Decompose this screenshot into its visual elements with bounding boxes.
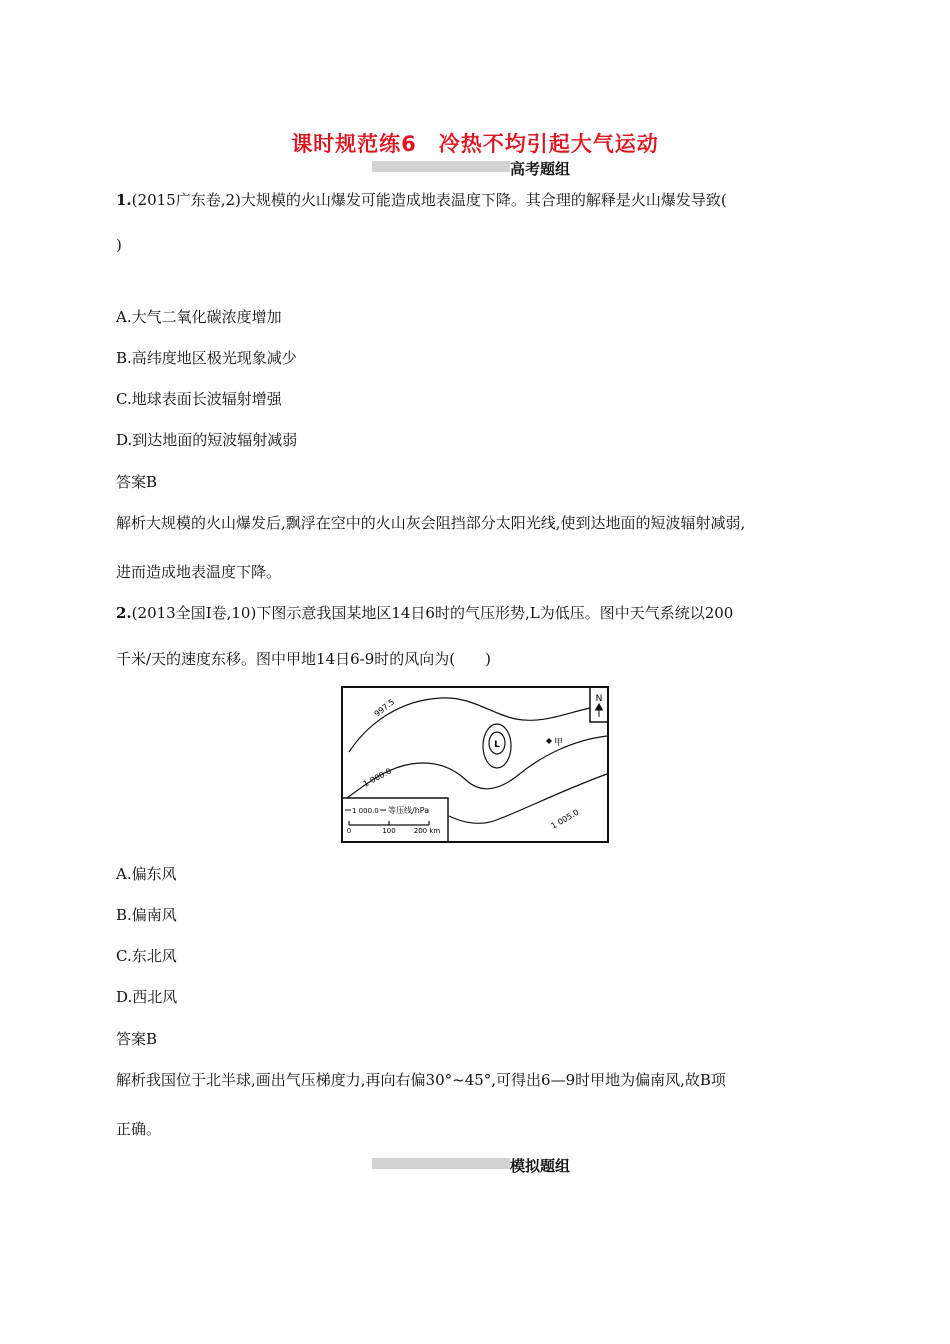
q2-option-d: D.西北风 bbox=[116, 988, 178, 1006]
place-label: 甲 bbox=[554, 738, 564, 748]
q1-answer: 答案B bbox=[116, 473, 158, 491]
q1-option-b: B.高纬度地区极光现象减少 bbox=[116, 349, 297, 367]
isobar-map-figure bbox=[341, 686, 609, 843]
isobar-label-997-5: 997.5 bbox=[372, 697, 397, 719]
scale-label-0: 0 bbox=[346, 827, 352, 835]
q2-stem-line2: 千米/天的速度东移。图中甲地14日6-9时的风向为( ) bbox=[116, 650, 492, 668]
isobar-map bbox=[341, 686, 609, 843]
page-title: 课时规范练6 冷热不均引起大气运动 bbox=[291, 132, 659, 156]
q1-stem-line2: ) bbox=[116, 236, 122, 254]
q2-number: 2. bbox=[116, 604, 132, 622]
section-label: 高考题组 bbox=[510, 160, 571, 178]
q1-stem-line1 bbox=[116, 190, 727, 210]
scale-label-200: 200 km bbox=[413, 827, 441, 835]
section-header-moni bbox=[372, 1155, 592, 1175]
q2-analysis-line2: 正确。 bbox=[116, 1120, 162, 1138]
q2-stem-line1 bbox=[116, 603, 733, 623]
q1-number: 1. bbox=[116, 191, 132, 209]
section-label: 模拟题组 bbox=[510, 1157, 571, 1175]
low-pressure-label: L bbox=[494, 740, 500, 750]
q2-analysis-line1: 解析我国位于北半球,画出气压梯度力,再向右偏30°~45°,可得出6—9时甲地为偏南风,故B项 bbox=[116, 1071, 726, 1089]
section-header-gaokao bbox=[372, 158, 592, 178]
north-label: N bbox=[595, 694, 603, 704]
q1-analysis-line1: 解析大规模的火山爆发后,飘浮在空中的火山灰会阻挡部分太阳光线,使到达地面的短波辐射减弱, bbox=[116, 514, 746, 532]
q2-option-a: A.偏东风 bbox=[116, 865, 177, 883]
section-bar bbox=[372, 161, 510, 172]
q1-analysis-line2: 进而造成地表温度下降。 bbox=[116, 563, 282, 581]
q1-stem-text: (2015广东卷,2)大规模的火山爆发可能造成地表温度下降。其合理的解释是火山爆发导致( bbox=[131, 191, 727, 209]
legend-isobar-value: 1 000.0 bbox=[352, 807, 379, 815]
isobar-label-1005: 1 005.0 bbox=[549, 807, 581, 831]
q2-stem-text: (2013全国Ⅰ卷,10)下图示意我国某地区14日6时的气压形势,L为低压。图中天气系统以200 bbox=[131, 604, 734, 622]
section-bar bbox=[372, 1158, 510, 1169]
legend-text: 等压线/hPa bbox=[388, 806, 430, 815]
q1-option-a: A.大气二氧化碳浓度增加 bbox=[116, 308, 282, 326]
q1-option-c: C.地球表面长波辐射增强 bbox=[116, 390, 282, 408]
q2-option-b: B.偏南风 bbox=[116, 906, 177, 924]
q2-option-c: C.东北风 bbox=[116, 947, 177, 965]
isobar-label-1000: 1 000.0 bbox=[361, 766, 393, 789]
q2-answer: 答案B bbox=[116, 1030, 158, 1048]
q1-option-d: D.到达地面的短波辐射减弱 bbox=[116, 431, 298, 449]
scale-label-100: 100 bbox=[382, 827, 396, 835]
